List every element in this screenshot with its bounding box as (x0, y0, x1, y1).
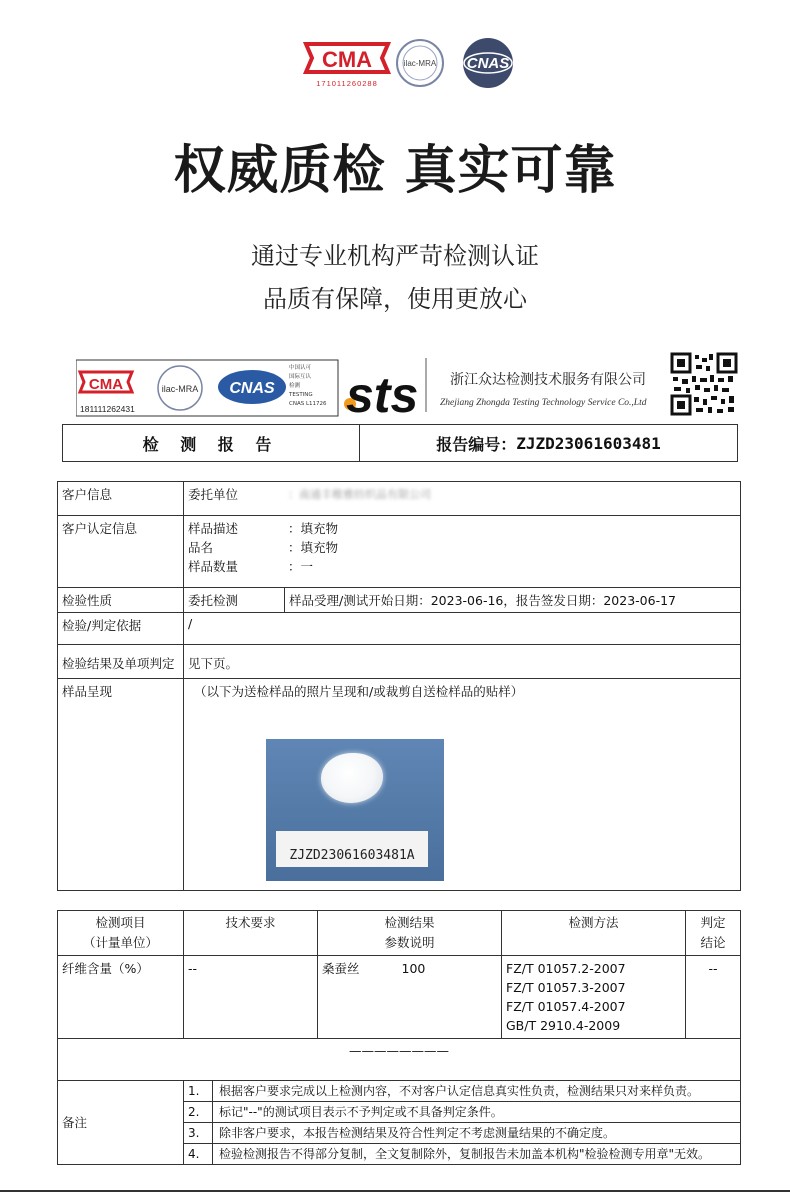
col-method: 检测方法 (502, 911, 686, 956)
svg-text:检测: 检测 (289, 383, 301, 389)
company-name-cn: 浙江众达检测技术服务有限公司 (450, 372, 646, 388)
customer-confirmed-row (58, 516, 741, 588)
report-dates: 样品受理/测试开始日期：2023-06-16，报告签发日期：2023-06-17 (285, 588, 741, 613)
customer-confirmed-label: 客户认定信息 (58, 516, 184, 588)
svg-text:CNAS: CNAS (229, 380, 275, 397)
hero-certification-logos (300, 36, 530, 96)
cotton-filling-sample (321, 753, 383, 803)
cnas-small-logo (218, 370, 286, 404)
end-separator: ———————— (58, 1039, 741, 1081)
svg-text:CMA: CMA (88, 376, 124, 393)
col-test-item: 检测项目 （计量单位） (58, 911, 184, 956)
customer-info-row (58, 482, 741, 516)
bottom-divider (0, 1190, 790, 1192)
note-item: 2. 标记"--"的测试项目表示不予判定或不具备判定条件。 (184, 1102, 740, 1123)
svg-text:ilac-MRA: ilac-MRA (161, 384, 199, 394)
test-item: 纤维含量（%） (58, 956, 184, 1039)
cnas-side-text (288, 363, 327, 407)
col-judgement: 判定 结论 (686, 911, 741, 956)
sample-label: 样品呈现 (58, 679, 184, 891)
result-value: 见下页。 (184, 645, 741, 679)
report-number: 报告编号： ZJZD23061603481 (436, 433, 661, 454)
cma-small-logo (80, 372, 135, 414)
svg-text:181111262431: 181111262431 (80, 404, 135, 414)
photo-sample-tag: ZJZD23061603481A (276, 845, 428, 867)
test-results-table (57, 910, 741, 1165)
sample-row (58, 679, 741, 891)
svg-text:sts: sts (346, 367, 419, 418)
svg-text:中国认可: 中国认可 (289, 365, 312, 371)
report-title: 检 测 报 告 (63, 425, 360, 461)
fiber-type: 桑蚕丝 (322, 961, 360, 976)
qr-code-icon (670, 352, 740, 418)
sample-note: （以下为送检样品的照片呈现和/或裁剪自送检样品的贴样） (194, 684, 524, 699)
svg-text:CNAS: CNAS (466, 55, 510, 72)
hero-title: 权威质检 真实可靠 (173, 141, 617, 201)
sample-qty-value: ：一 (288, 559, 314, 574)
basis-label: 检验/判定依据 (58, 613, 184, 645)
inspection-nature-value: 委托检测 (184, 588, 285, 613)
customer-info-label: 客户信息 (58, 482, 184, 516)
svg-text:CMA: CMA (321, 47, 373, 72)
inspection-nature-label: 检验性质 (58, 588, 184, 613)
basis-value: / (184, 613, 741, 645)
test-header-row (58, 911, 741, 956)
client-label: 委托单位 (188, 487, 239, 502)
sample-photo (266, 739, 444, 881)
svg-text:CNAS L11726: CNAS L11726 (289, 401, 327, 407)
basis-row (58, 613, 741, 645)
ilac-mra-logo (397, 40, 443, 86)
svg-text:171011260288: 171011260288 (316, 79, 378, 88)
product-name-value: ：填充物 (288, 540, 339, 555)
notes-row (58, 1081, 741, 1165)
sample-desc-value: ：填充物 (288, 521, 339, 536)
col-requirement: 技术要求 (184, 911, 318, 956)
test-result (318, 956, 502, 1039)
report-info-table (57, 481, 741, 891)
test-row-fiber (58, 956, 741, 1039)
cma-logo (306, 44, 388, 88)
hero-subtitle-2: 品质有保障，使用更放心 (263, 285, 527, 313)
ilac-small-logo (158, 366, 202, 410)
separator-row (58, 1039, 741, 1081)
fiber-value: 100 (401, 961, 426, 976)
note-item: 4. 检验检测报告不得部分复制，全文复制除外，复制报告未加盖本机构"检验检测专用章"无效。 (184, 1144, 740, 1164)
note-item: 3. 除非客户要求，本报告检测结果及符合性判定不考虑测量结果的不确定度。 (184, 1123, 740, 1144)
test-requirement: -- (184, 956, 318, 1039)
sample-desc-label: 样品描述 (188, 521, 239, 536)
report-header-logos (76, 352, 740, 418)
photo-tag-ruler (276, 831, 428, 846)
test-judgement: -- (686, 956, 741, 1039)
hero-subtitle-1: 通过专业机构严苛检测认证 (251, 242, 539, 270)
note-item: 1. 根据客户要求完成以上检测内容，不对客户认定信息真实性负责，检测结果只对来样负责。 (184, 1081, 740, 1102)
svg-text:ilac-MRA: ilac-MRA (403, 59, 437, 68)
svg-text:国际互认: 国际互认 (289, 374, 312, 380)
result-row (58, 645, 741, 679)
sample-qty-label: 样品数量 (188, 559, 239, 574)
sts-logo (344, 367, 418, 418)
test-method: FZ/T 01057.2-2007 FZ/T 01057.3-2007 FZ/T 01057.4-2007 GB/T 2910.4-2009 (502, 956, 686, 1039)
client-name-blurred: ：南通丰稚雅纺织品有限公司 (288, 488, 431, 501)
notes-list (184, 1081, 740, 1164)
result-label: 检验结果及单项判定 (58, 645, 184, 679)
report-title-row (62, 424, 738, 462)
col-result: 检测结果 参数说明 (318, 911, 502, 956)
notes-label: 备注 (58, 1081, 184, 1165)
product-name-label: 品名 (188, 540, 214, 555)
company-name-en: Zhejiang Zhongda Testing Technology Service Co.,Ltd (440, 398, 647, 408)
inspection-nature-row (58, 588, 741, 613)
cnas-logo (463, 38, 513, 88)
svg-text:TESTING: TESTING (289, 392, 313, 398)
